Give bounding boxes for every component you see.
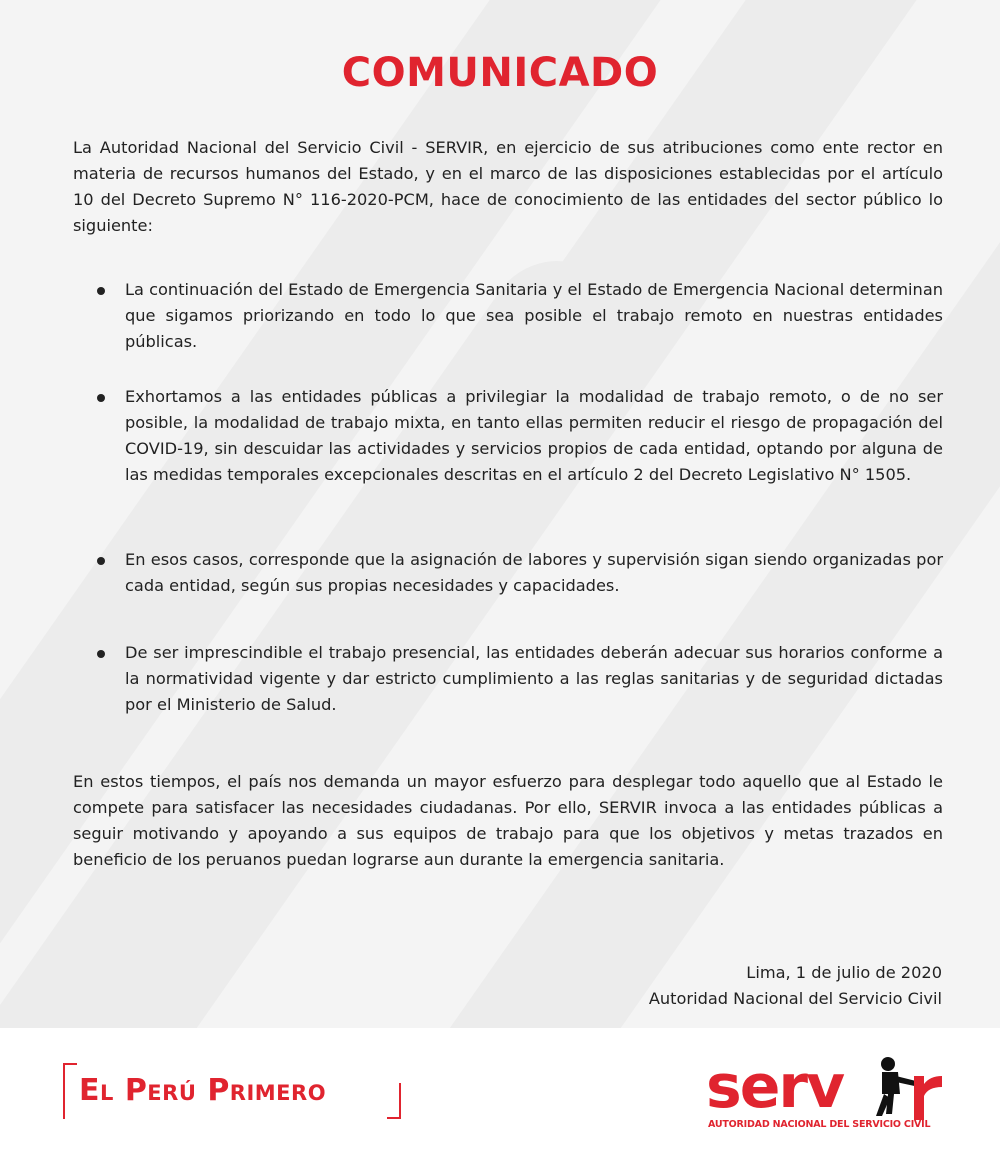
list-item xyxy=(125,640,943,718)
intro-paragraph: La Autoridad Nacional del Servicio Civil - SERVIR, en ejercicio de sus atribuciones como ente rector en materia de recursos humanos del Estado, y en el marco de las disposiciones establecidas por el artículo 10 del Decreto Supremo N° 116-2020-PCM, hace de conocimiento de las entidades del sector público lo siguiente: xyxy=(73,138,943,235)
list-item xyxy=(125,384,943,488)
servir-logo xyxy=(706,1052,946,1142)
el-peru-primero-logo xyxy=(63,1063,401,1119)
signature-block xyxy=(649,960,942,1012)
bullet-icon xyxy=(97,394,105,402)
closing-paragraph: En estos tiempos, el país nos demanda un mayor esfuerzo para desplegar todo aquello que al Estado le compete para satisfacer las necesidades ciudadanas. Por ello, SERVIR invoca a las entidades públicas a seguir motivando y apoyando a sus equipos de trabajo para que los objetivos y metas trazados en beneficio de los peruanos puedan lograrse aun durante la emergencia sanitaria. xyxy=(73,772,943,869)
list-item-text: En esos casos, corresponde que la asignación de labores y supervisión sigan siendo organizadas por cada entidad, según sus propias necesidades y capacidades. xyxy=(125,550,943,595)
bullet-icon xyxy=(97,287,105,295)
signature-org: Autoridad Nacional del Servicio Civil xyxy=(648,989,942,1008)
list-item-text: De ser imprescindible el trabajo presencial, las entidades deberán adecuar sus horarios conforme a la normatividad vigente y dar estricto cumplimiento a las reglas sanitarias y de seguridad dictadas por el Ministerio de Salud. xyxy=(125,643,943,714)
list-item-text: Exhortamos a las entidades públicas a privilegiar la modalidad de trabajo remoto, o de no ser posible, la modalidad de trabajo mixta, en tanto ellas permiten reducir el riesgo de propagación del COVID-19, sin descuidar las actividades y servicios propios de cada entidad, optando por alguna de las medidas temporales excepcionales descritas en el artículo 2 del Decreto Legislativo N° 1505. xyxy=(125,387,943,484)
bracket-right-icon xyxy=(387,1083,401,1119)
list-item-text: La continuación del Estado de Emergencia Sanitaria y el Estado de Emergencia Nacional determinan que sigamos priorizando en todo lo que sea posible el trabajo remoto en nuestras entidades públicas. xyxy=(125,280,943,351)
footer xyxy=(0,1028,1000,1153)
servir-wordmark: serv xyxy=(706,1052,844,1122)
bracket-left-icon xyxy=(63,1063,77,1119)
worker-figure-icon xyxy=(862,1054,946,1120)
list-item xyxy=(125,277,943,355)
bullet-icon xyxy=(97,557,105,565)
page-title: COMUNICADO xyxy=(341,50,659,96)
el-peru-primero-text: El Perú Primero xyxy=(79,1073,327,1108)
place-date: Lima, 1 de julio de 2020 xyxy=(746,963,942,982)
bullet-icon xyxy=(97,650,105,658)
servir-subtitle: AUTORIDAD NACIONAL DEL SERVICIO CIVIL xyxy=(708,1119,931,1130)
list-item xyxy=(125,547,943,599)
